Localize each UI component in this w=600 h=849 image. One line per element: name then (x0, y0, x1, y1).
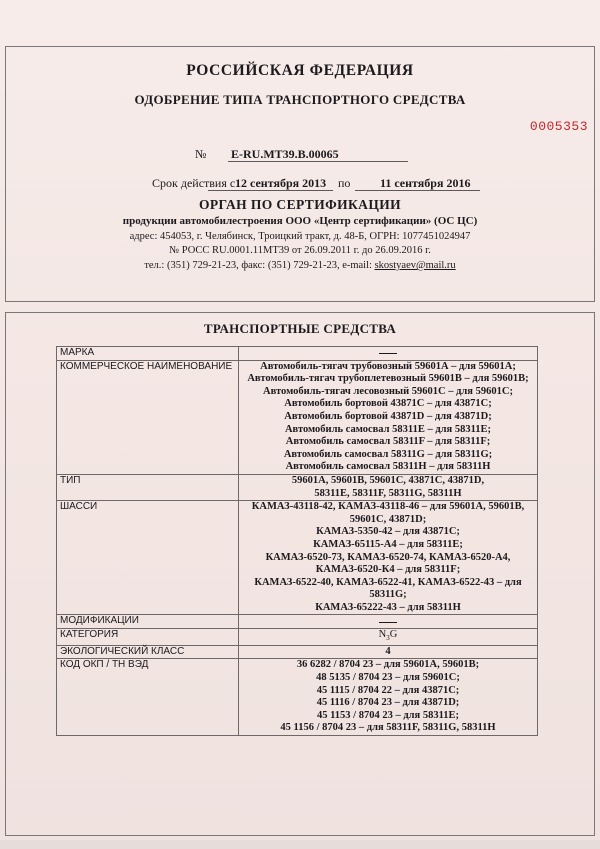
list-item: 45 1116 / 8704 23 – для 43871D; (316, 697, 460, 709)
list-item: 59601А, 59601В, 59601С, 43871С, 43871D, (291, 474, 485, 486)
validity-to-label: по (338, 176, 351, 190)
list-item: КАМАЗ-5350-42 – для 43871С; (316, 526, 460, 538)
list-item: Автомобиль-тягач трубоплетевозный 59601В – для 59601В; (247, 373, 529, 385)
list-item: КАМАЗ-6520-К4 – для 58311F; (315, 564, 461, 576)
empty-dash (379, 353, 397, 354)
list-item: КАМАЗ-6520-73, КАМАЗ-6520-74, КАМАЗ-6520-А4, (265, 551, 511, 563)
phone-fax: тел.: (351) 729-21-23, факс: (351) 729-21-23, e-mail: (144, 260, 372, 271)
category-subscript: 3 (386, 634, 390, 643)
list-item: 45 1156 / 8704 23 – для 58311F, 58311G, 58311Н (280, 722, 496, 734)
list-item: КАМАЗ-43118-42, КАМАЗ-43118-46 – для 59601А, 59601В, (251, 501, 525, 513)
validity-label: Срок действия с (152, 176, 236, 190)
list-item: Автомобиль самосвал 58311Е – для 58311Е; (284, 423, 492, 435)
row-label-category: КАТЕГОРИЯ (57, 629, 239, 646)
validity-to-underline (355, 190, 480, 191)
contact-line (0, 260, 600, 271)
list-item: Автомобиль-тягач лесовозный 59601С – для 59601С; (263, 385, 513, 397)
email-link[interactable]: skostyaev@mail.ru (374, 260, 456, 271)
validity-from: 12 сентября 2013 (235, 176, 327, 190)
table-row (57, 360, 538, 474)
certification-body-name: продукции автомобилестроения ООО «Центр сертификации» (ОС ЦС) (122, 215, 478, 227)
row-value-commercial (239, 360, 538, 474)
category-suffix: G (389, 629, 398, 641)
list-item: Автомобиль бортовой 43871D – для 43871D; (284, 410, 492, 422)
row-value-eco: 4 (239, 645, 538, 659)
list-item: Автомобиль самосвал 58311F – для 58311F; (285, 436, 491, 448)
accreditation-number: № РОСС RU.0001.11МТ39 от 26.09.2011 г. до 26.09.2016 г. (169, 245, 431, 256)
list-item: КАМАЗ-65222-43 – для 58311Н (315, 601, 461, 613)
row-label-eco: ЭКОЛОГИЧЕСКИЙ КЛАСС (57, 645, 239, 659)
validity-to: 11 сентября 2016 (380, 176, 471, 190)
certification-body-address: адрес: 454053, г. Челябинск, Троицкий тракт, д. 48-Б, ОГРН: 1077451024947 (129, 231, 471, 242)
row-label-chassis: ШАССИ (57, 501, 239, 615)
document-title: ОДОБРЕНИЕ ТИПА ТРАНСПОРТНОГО СРЕДСТВА (134, 92, 466, 107)
row-label-marka: МАРКА (57, 347, 239, 361)
table-row (57, 629, 538, 646)
row-label-okp: КОД ОКП / ТН ВЭД (57, 659, 239, 736)
row-label-modifications: МОДИФИКАЦИИ (57, 615, 239, 629)
approval-number: E-RU.MT39.B.00065 (231, 147, 339, 161)
list-item: Автомобиль самосвал 58311Н – для 58311Н (285, 461, 491, 473)
country-title: РОССИЙСКАЯ ФЕДЕРАЦИЯ (186, 62, 414, 79)
list-item: 59601С, 43871D; (349, 513, 427, 525)
validity-from-underline (208, 190, 333, 191)
table-row (57, 659, 538, 736)
approval-number-line (195, 147, 410, 162)
table-row (57, 501, 538, 615)
row-value-okp (239, 659, 538, 736)
page-bottom-edge (0, 840, 600, 849)
list-item: Автомобиль-тягач трубовозный 59601А – для 59601А; (260, 360, 516, 372)
list-item: 58311G; (369, 589, 407, 601)
table-row (57, 474, 538, 500)
table-row (57, 645, 538, 659)
list-item: Автомобиль бортовой 43871С – для 43871С; (284, 398, 492, 410)
row-value-category (239, 629, 538, 646)
table-row (57, 347, 538, 361)
row-value-type (239, 474, 538, 500)
list-item: 58311Е, 58311F, 58311G, 58311Н (314, 487, 462, 499)
empty-dash (379, 622, 397, 623)
table-row (57, 615, 538, 629)
certification-body-title: ОРГАН ПО СЕРТИФИКАЦИИ (198, 197, 402, 212)
list-item: 48 5135 / 8704 23 – для 59601С; (316, 671, 460, 683)
row-label-type: ТИП (57, 474, 239, 500)
category-letter: N (378, 629, 387, 641)
row-value-marka (239, 347, 538, 361)
row-value-chassis (239, 501, 538, 615)
number-sign: № (195, 147, 207, 161)
row-label-commercial: КОММЕРЧЕСКОЕ НАИМЕНОВАНИЕ (57, 360, 239, 474)
list-item: КАМАЗ-65115-А4 – для 58311Е; (313, 538, 463, 550)
row-value-modifications (239, 615, 538, 629)
vehicles-title: ТРАНСПОРТНЫЕ СРЕДСТВА (203, 321, 397, 336)
vehicle-specs-table (56, 346, 538, 736)
list-item: 36 6282 / 8704 23 – для 59601А, 59601В; (296, 659, 480, 671)
list-item: 45 1153 / 8704 23 – для 58311Е; (316, 709, 460, 721)
list-item: КАМАЗ-6522-40, КАМАЗ-6522-41, КАМАЗ-6522-43 – для (254, 576, 522, 588)
serial-number: 0005353 (529, 119, 588, 134)
list-item: 45 1115 / 8704 22 – для 43871С; (316, 684, 460, 696)
list-item: Автомобиль самосвал 58311G – для 58311G; (283, 448, 493, 460)
approval-underline (228, 161, 408, 162)
